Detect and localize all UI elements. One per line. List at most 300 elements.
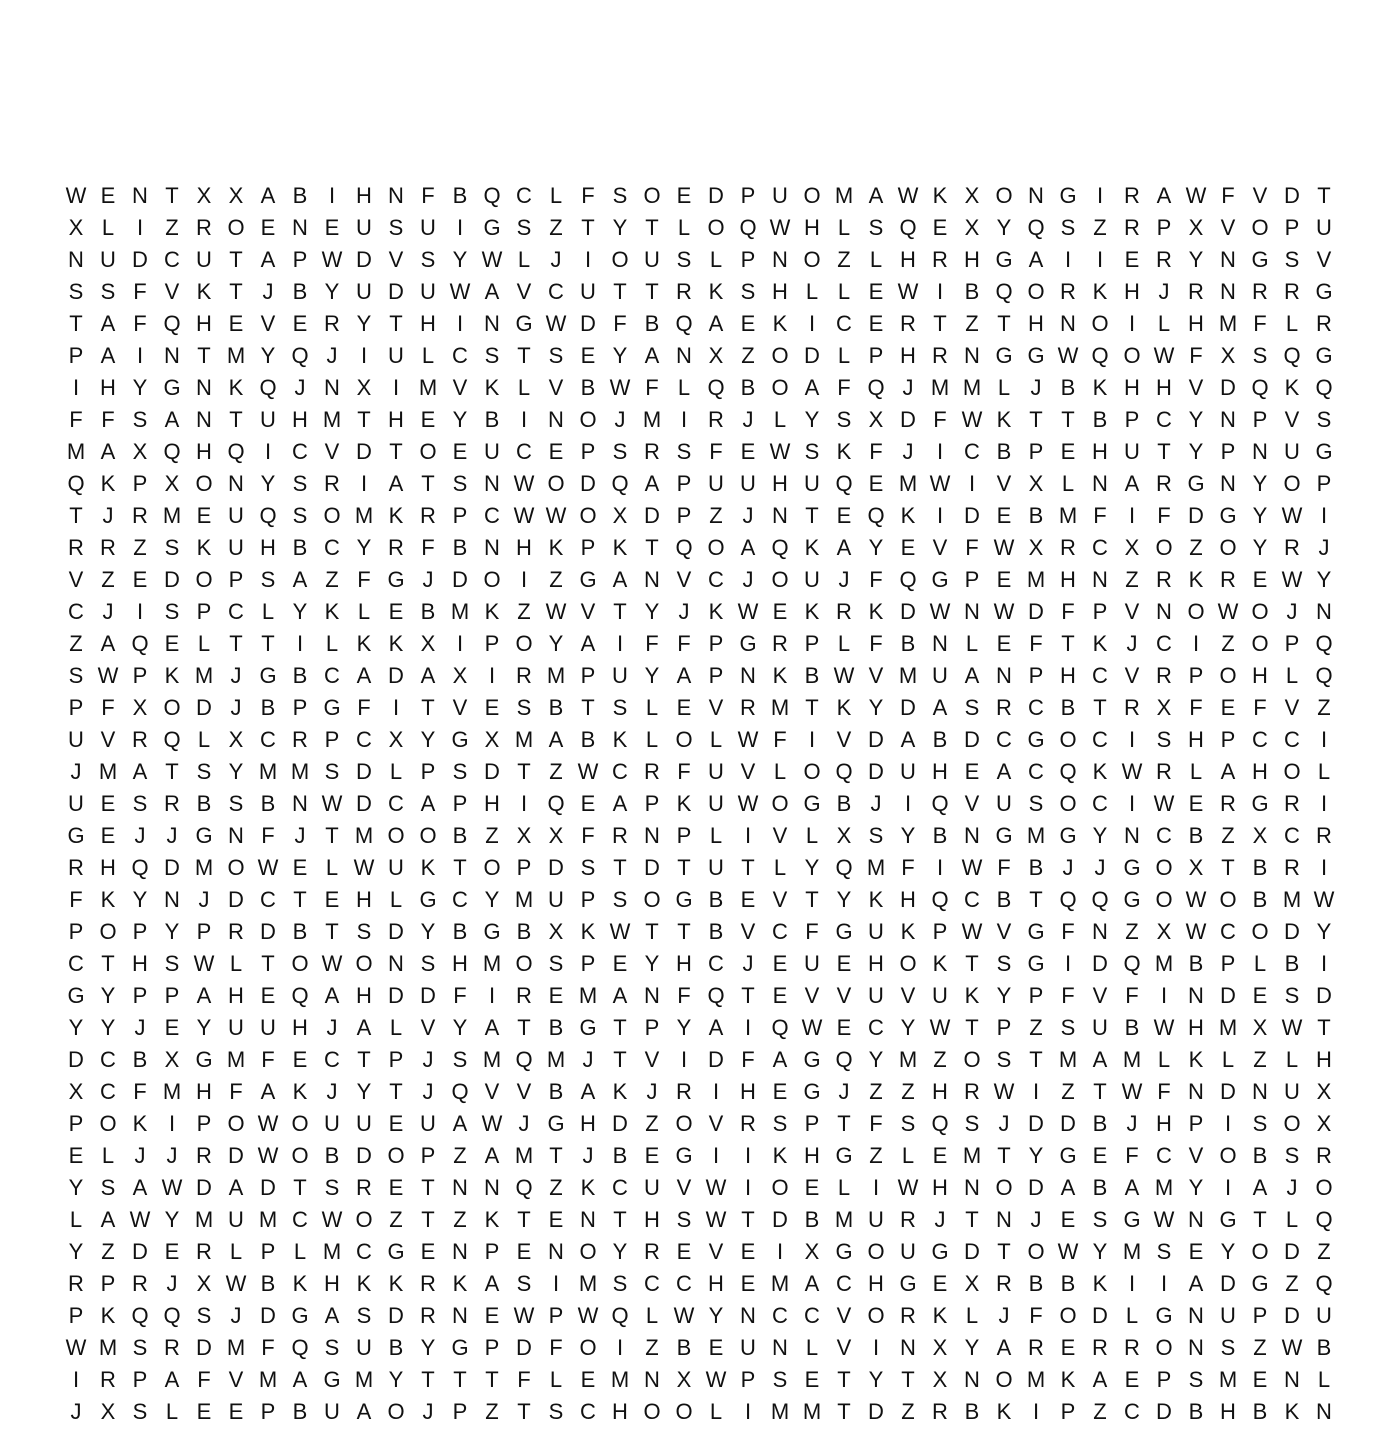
grid-letter[interactable]: G — [995, 247, 1013, 272]
grid-letter[interactable]: D — [356, 791, 372, 816]
grid-letter[interactable]: F — [1221, 183, 1235, 208]
grid-letter[interactable]: K — [196, 279, 212, 304]
grid-letter[interactable]: J — [998, 1111, 1010, 1136]
grid-letter[interactable]: B — [708, 887, 724, 912]
grid-letter[interactable]: O — [227, 215, 245, 240]
grid-letter[interactable]: O — [771, 567, 789, 592]
grid-letter[interactable]: U — [548, 887, 564, 912]
grid-letter[interactable]: J — [902, 375, 914, 400]
grid-letter[interactable]: R — [228, 919, 244, 944]
grid-letter[interactable]: L — [1157, 1047, 1171, 1072]
grid-letter[interactable]: N — [1156, 599, 1172, 624]
grid-letter[interactable]: F — [1061, 599, 1075, 624]
grid-letter[interactable]: H — [1156, 1111, 1172, 1136]
grid-letter[interactable]: S — [164, 535, 180, 560]
grid-letter[interactable]: P — [740, 247, 756, 272]
grid-letter[interactable]: G — [195, 823, 213, 848]
grid-letter[interactable]: S — [452, 471, 468, 496]
grid-letter[interactable]: M — [354, 1367, 374, 1392]
grid-letter[interactable]: P — [484, 1335, 500, 1360]
grid-letter[interactable]: G — [1219, 1207, 1237, 1232]
grid-letter[interactable]: S — [132, 1399, 148, 1424]
grid-letter[interactable]: J — [742, 407, 754, 432]
grid-letter[interactable]: S — [612, 887, 628, 912]
grid-letter[interactable]: A — [1028, 247, 1044, 272]
grid-letter[interactable]: A — [1060, 1175, 1076, 1200]
grid-letter[interactable]: Q — [675, 535, 693, 560]
grid-letter[interactable]: K — [484, 1207, 500, 1232]
grid-letter[interactable]: M — [162, 503, 182, 528]
grid-letter[interactable]: J — [326, 343, 338, 368]
grid-letter[interactable]: Y — [644, 663, 660, 688]
grid-letter[interactable]: M — [898, 471, 918, 496]
grid-letter[interactable]: G — [291, 1303, 309, 1328]
grid-letter[interactable]: C — [260, 727, 276, 752]
grid-letter[interactable]: U — [100, 247, 116, 272]
grid-letter[interactable]: J — [198, 887, 210, 912]
grid-letter[interactable]: K — [836, 695, 852, 720]
grid-letter[interactable]: T — [805, 695, 819, 720]
grid-letter[interactable]: Z — [101, 1239, 115, 1264]
grid-letter[interactable]: M — [1154, 1175, 1174, 1200]
grid-letter[interactable]: W — [961, 855, 983, 880]
grid-letter[interactable]: K — [388, 631, 404, 656]
grid-letter[interactable]: G — [1059, 183, 1077, 208]
grid-letter[interactable]: O — [643, 887, 661, 912]
grid-letter[interactable]: B — [836, 791, 852, 816]
grid-letter[interactable]: M — [770, 1271, 790, 1296]
grid-letter[interactable]: V — [516, 1079, 532, 1104]
grid-letter[interactable]: P — [580, 535, 596, 560]
grid-letter[interactable]: J — [870, 791, 882, 816]
grid-letter[interactable]: S — [68, 663, 84, 688]
grid-letter[interactable]: U — [356, 1335, 372, 1360]
grid-letter[interactable]: B — [292, 183, 308, 208]
grid-letter[interactable]: A — [100, 343, 116, 368]
grid-letter[interactable]: C — [1124, 1399, 1140, 1424]
grid-letter[interactable]: J — [1062, 855, 1074, 880]
grid-letter[interactable]: D — [196, 695, 212, 720]
grid-letter[interactable]: J — [326, 1079, 338, 1104]
grid-letter[interactable]: V — [1188, 375, 1204, 400]
grid-letter[interactable]: D — [388, 279, 404, 304]
grid-letter[interactable]: O — [1251, 599, 1269, 624]
grid-letter[interactable]: O — [707, 215, 725, 240]
grid-letter[interactable]: R — [1188, 279, 1204, 304]
grid-letter[interactable]: F — [421, 535, 435, 560]
grid-letter[interactable]: L — [709, 1399, 723, 1424]
grid-letter[interactable]: Z — [1285, 1271, 1299, 1296]
grid-letter[interactable]: F — [709, 439, 723, 464]
grid-letter[interactable]: P — [132, 919, 148, 944]
grid-letter[interactable]: K — [1284, 1399, 1300, 1424]
grid-letter[interactable]: R — [132, 1271, 148, 1296]
grid-letter[interactable]: Q — [131, 631, 149, 656]
grid-letter[interactable]: R — [996, 695, 1012, 720]
grid-letter[interactable]: U — [1316, 215, 1332, 240]
grid-letter[interactable]: W — [1153, 1207, 1175, 1232]
grid-letter[interactable]: H — [1028, 311, 1044, 336]
grid-letter[interactable]: D — [164, 567, 180, 592]
grid-letter[interactable]: N — [1092, 471, 1108, 496]
grid-letter[interactable]: Y — [868, 695, 884, 720]
grid-letter[interactable]: A — [356, 1015, 372, 1040]
grid-letter[interactable]: E — [676, 1239, 692, 1264]
grid-letter[interactable]: Y — [1092, 1239, 1108, 1264]
grid-letter[interactable]: M — [1026, 567, 1046, 592]
grid-letter[interactable]: I — [936, 279, 944, 304]
grid-letter[interactable]: U — [1316, 1303, 1332, 1328]
grid-letter[interactable]: T — [549, 1143, 563, 1168]
grid-letter[interactable]: A — [772, 1047, 788, 1072]
grid-letter[interactable]: A — [356, 1399, 372, 1424]
grid-letter[interactable]: Y — [1220, 1239, 1236, 1264]
grid-letter[interactable]: H — [420, 311, 436, 336]
grid-letter[interactable]: W — [737, 791, 759, 816]
grid-letter[interactable]: E — [772, 951, 788, 976]
grid-letter[interactable]: Q — [739, 215, 757, 240]
grid-letter[interactable]: G — [1059, 1143, 1077, 1168]
grid-letter[interactable]: Y — [100, 983, 116, 1008]
grid-letter[interactable]: S — [996, 1047, 1012, 1072]
grid-letter[interactable]: R — [1316, 1143, 1332, 1168]
grid-letter[interactable]: Z — [1221, 631, 1235, 656]
grid-letter[interactable]: A — [356, 663, 372, 688]
grid-letter[interactable]: E — [1188, 791, 1204, 816]
grid-letter[interactable]: D — [388, 663, 404, 688]
grid-letter[interactable]: Q — [515, 1175, 533, 1200]
grid-letter[interactable]: Y — [228, 759, 244, 784]
grid-letter[interactable]: Q — [1315, 375, 1333, 400]
grid-letter[interactable]: T — [965, 951, 979, 976]
grid-letter[interactable]: W — [1153, 791, 1175, 816]
grid-letter[interactable]: Z — [1029, 1015, 1043, 1040]
grid-letter[interactable]: D — [900, 695, 916, 720]
grid-letter[interactable]: J — [166, 823, 178, 848]
grid-letter[interactable]: N — [1252, 1079, 1268, 1104]
grid-letter[interactable]: E — [644, 1143, 660, 1168]
grid-letter[interactable]: W — [705, 1175, 727, 1200]
grid-letter[interactable]: W — [929, 471, 951, 496]
grid-letter[interactable]: U — [388, 855, 404, 880]
grid-letter[interactable]: B — [1028, 503, 1044, 528]
grid-letter[interactable]: D — [1028, 599, 1044, 624]
grid-letter[interactable]: D — [644, 855, 660, 880]
grid-letter[interactable]: E — [100, 183, 116, 208]
grid-letter[interactable]: Z — [965, 311, 979, 336]
grid-letter[interactable]: N — [740, 1303, 756, 1328]
grid-letter[interactable]: S — [612, 183, 628, 208]
grid-letter[interactable]: K — [580, 919, 596, 944]
grid-letter[interactable]: M — [962, 375, 982, 400]
grid-letter[interactable]: F — [1125, 983, 1139, 1008]
grid-letter[interactable]: O — [1283, 471, 1301, 496]
grid-letter[interactable]: O — [675, 727, 693, 752]
grid-letter[interactable]: O — [579, 407, 597, 432]
grid-letter[interactable]: A — [1092, 1047, 1108, 1072]
grid-letter[interactable]: P — [676, 503, 692, 528]
grid-letter[interactable]: C — [1028, 759, 1044, 784]
grid-letter[interactable]: D — [900, 407, 916, 432]
grid-letter[interactable]: M — [226, 1047, 246, 1072]
grid-letter[interactable]: Q — [771, 1015, 789, 1040]
grid-letter[interactable]: X — [1316, 1079, 1332, 1104]
grid-letter[interactable]: H — [1188, 727, 1204, 752]
grid-letter[interactable]: J — [838, 1079, 850, 1104]
grid-letter[interactable]: K — [1188, 567, 1204, 592]
grid-letter[interactable]: W — [545, 311, 567, 336]
grid-letter[interactable]: M — [290, 759, 310, 784]
grid-letter[interactable]: C — [516, 439, 532, 464]
grid-letter[interactable]: P — [132, 983, 148, 1008]
grid-letter[interactable]: R — [1284, 791, 1300, 816]
grid-letter[interactable]: Q — [611, 1303, 629, 1328]
grid-letter[interactable]: J — [1158, 279, 1170, 304]
grid-letter[interactable]: Y — [644, 951, 660, 976]
grid-letter[interactable]: A — [804, 375, 820, 400]
grid-letter[interactable]: Y — [292, 599, 308, 624]
grid-letter[interactable]: R — [1316, 823, 1332, 848]
grid-letter[interactable]: G — [931, 567, 949, 592]
grid-letter[interactable]: H — [484, 791, 500, 816]
grid-letter[interactable]: U — [612, 663, 628, 688]
grid-letter[interactable]: H — [1252, 663, 1268, 688]
grid-letter[interactable]: I — [168, 1111, 176, 1136]
grid-letter[interactable]: F — [869, 631, 883, 656]
grid-letter[interactable]: F — [1093, 503, 1107, 528]
grid-letter[interactable]: D — [196, 1175, 212, 1200]
grid-letter[interactable]: T — [421, 471, 435, 496]
grid-letter[interactable]: K — [612, 727, 628, 752]
grid-letter[interactable]: C — [1092, 791, 1108, 816]
grid-letter[interactable]: V — [68, 567, 84, 592]
grid-letter[interactable]: S — [1316, 407, 1332, 432]
grid-letter[interactable]: R — [1316, 311, 1332, 336]
grid-letter[interactable]: B — [1252, 887, 1268, 912]
grid-letter[interactable]: Y — [260, 343, 276, 368]
grid-letter[interactable]: D — [868, 1399, 884, 1424]
grid-letter[interactable]: K — [1284, 375, 1300, 400]
grid-letter[interactable]: R — [676, 279, 692, 304]
grid-letter[interactable]: S — [164, 951, 180, 976]
grid-letter[interactable]: M — [546, 663, 566, 688]
grid-letter[interactable]: H — [132, 951, 148, 976]
grid-letter[interactable]: I — [520, 407, 528, 432]
grid-letter[interactable]: T — [1093, 1079, 1107, 1104]
grid-letter[interactable]: X — [1220, 343, 1236, 368]
grid-letter[interactable]: H — [708, 1271, 724, 1296]
grid-letter[interactable]: R — [1284, 279, 1300, 304]
grid-letter[interactable]: L — [229, 1239, 243, 1264]
grid-letter[interactable]: T — [229, 279, 243, 304]
grid-letter[interactable]: T — [69, 503, 83, 528]
grid-letter[interactable]: N — [1284, 1367, 1300, 1392]
grid-letter[interactable]: M — [98, 759, 118, 784]
grid-letter[interactable]: C — [804, 1303, 820, 1328]
grid-letter[interactable]: V — [740, 919, 756, 944]
grid-letter[interactable]: O — [579, 1335, 597, 1360]
grid-letter[interactable]: Z — [453, 1207, 467, 1232]
grid-letter[interactable]: S — [772, 1367, 788, 1392]
grid-letter[interactable]: R — [708, 407, 724, 432]
grid-letter[interactable]: Q — [707, 375, 725, 400]
grid-letter[interactable]: G — [483, 215, 501, 240]
grid-letter[interactable]: U — [420, 1111, 436, 1136]
grid-letter[interactable]: V — [484, 1079, 500, 1104]
grid-letter[interactable]: B — [932, 727, 948, 752]
grid-letter[interactable]: E — [260, 983, 276, 1008]
grid-letter[interactable]: K — [484, 599, 500, 624]
grid-letter[interactable]: B — [708, 919, 724, 944]
grid-letter[interactable]: E — [932, 215, 948, 240]
grid-letter[interactable]: C — [68, 951, 84, 976]
grid-letter[interactable]: M — [162, 1079, 182, 1104]
grid-letter[interactable]: A — [644, 343, 660, 368]
grid-letter[interactable]: K — [1092, 279, 1108, 304]
grid-letter[interactable]: W — [1185, 919, 1207, 944]
grid-letter[interactable]: C — [1028, 695, 1044, 720]
grid-letter[interactable]: A — [548, 727, 564, 752]
grid-letter[interactable]: L — [1157, 311, 1171, 336]
grid-letter[interactable]: V — [420, 1015, 436, 1040]
grid-letter[interactable]: Y — [420, 727, 436, 752]
grid-letter[interactable]: R — [1124, 1335, 1140, 1360]
grid-letter[interactable]: L — [165, 1399, 179, 1424]
grid-letter[interactable]: W — [97, 663, 119, 688]
grid-letter[interactable]: L — [1189, 759, 1203, 784]
grid-letter[interactable]: Q — [547, 791, 565, 816]
grid-letter[interactable]: K — [772, 663, 788, 688]
grid-letter[interactable]: Z — [485, 823, 499, 848]
grid-letter[interactable]: O — [1027, 279, 1045, 304]
grid-letter[interactable]: O — [483, 567, 501, 592]
grid-letter[interactable]: O — [643, 183, 661, 208]
grid-letter[interactable]: R — [196, 215, 212, 240]
grid-letter[interactable]: P — [1220, 951, 1236, 976]
grid-letter[interactable]: V — [1252, 183, 1268, 208]
grid-letter[interactable]: P — [132, 1367, 148, 1392]
grid-letter[interactable]: N — [484, 535, 500, 560]
grid-letter[interactable]: P — [644, 791, 660, 816]
grid-letter[interactable]: T — [613, 855, 627, 880]
grid-letter[interactable]: N — [932, 631, 948, 656]
grid-letter[interactable]: E — [452, 439, 468, 464]
grid-letter[interactable]: H — [324, 1271, 340, 1296]
grid-letter[interactable]: R — [932, 1399, 948, 1424]
grid-letter[interactable]: I — [936, 439, 944, 464]
grid-letter[interactable]: O — [1155, 855, 1173, 880]
grid-letter[interactable]: E — [292, 311, 308, 336]
grid-letter[interactable]: R — [900, 1303, 916, 1328]
grid-letter[interactable]: R — [324, 471, 340, 496]
grid-letter[interactable]: I — [712, 1143, 720, 1168]
grid-letter[interactable]: D — [388, 919, 404, 944]
grid-letter[interactable]: S — [676, 439, 692, 464]
grid-letter[interactable]: Q — [835, 855, 853, 880]
grid-letter[interactable]: A — [164, 1367, 180, 1392]
grid-letter[interactable]: W — [769, 215, 791, 240]
grid-letter[interactable]: Z — [1317, 1239, 1331, 1264]
grid-letter[interactable]: M — [258, 1207, 278, 1232]
grid-letter[interactable]: N — [964, 599, 980, 624]
grid-letter[interactable]: Q — [1059, 887, 1077, 912]
grid-letter[interactable]: S — [612, 695, 628, 720]
grid-letter[interactable]: P — [452, 503, 468, 528]
grid-letter[interactable]: Z — [101, 567, 115, 592]
grid-letter[interactable]: E — [772, 1079, 788, 1104]
grid-letter[interactable]: M — [770, 695, 790, 720]
grid-letter[interactable]: K — [1188, 1047, 1204, 1072]
grid-letter[interactable]: H — [1124, 375, 1140, 400]
grid-letter[interactable]: S — [292, 471, 308, 496]
grid-letter[interactable]: J — [134, 823, 146, 848]
grid-letter[interactable]: P — [164, 983, 180, 1008]
grid-letter[interactable]: T — [421, 695, 435, 720]
grid-letter[interactable]: J — [262, 279, 274, 304]
grid-letter[interactable]: H — [516, 535, 532, 560]
grid-letter[interactable]: P — [1220, 439, 1236, 464]
grid-letter[interactable]: L — [197, 631, 211, 656]
grid-letter[interactable]: E — [164, 1015, 180, 1040]
grid-letter[interactable]: N — [68, 247, 84, 272]
grid-letter[interactable]: N — [292, 215, 308, 240]
grid-letter[interactable]: A — [132, 1175, 148, 1200]
grid-letter[interactable]: I — [552, 1271, 560, 1296]
grid-letter[interactable]: O — [995, 183, 1013, 208]
grid-letter[interactable]: Z — [1093, 215, 1107, 240]
grid-letter[interactable]: Y — [612, 343, 628, 368]
grid-letter[interactable]: O — [1155, 887, 1173, 912]
grid-letter[interactable]: N — [1092, 567, 1108, 592]
grid-letter[interactable]: N — [452, 1303, 468, 1328]
grid-letter[interactable]: H — [740, 1079, 756, 1104]
grid-letter[interactable]: A — [1220, 759, 1236, 784]
grid-letter[interactable]: B — [516, 919, 532, 944]
grid-letter[interactable]: Y — [132, 375, 148, 400]
grid-letter[interactable]: Y — [676, 1015, 692, 1040]
grid-letter[interactable]: F — [1189, 343, 1203, 368]
grid-letter[interactable]: P — [1060, 1399, 1076, 1424]
grid-letter[interactable]: H — [356, 183, 372, 208]
grid-letter[interactable]: T — [293, 1175, 307, 1200]
grid-letter[interactable]: E — [996, 631, 1012, 656]
grid-letter[interactable]: L — [1285, 1207, 1299, 1232]
grid-letter[interactable]: T — [165, 183, 179, 208]
grid-letter[interactable]: F — [1189, 695, 1203, 720]
grid-letter[interactable]: Y — [484, 887, 500, 912]
grid-letter[interactable]: O — [323, 503, 341, 528]
grid-letter[interactable]: Z — [869, 1143, 883, 1168]
grid-letter[interactable]: J — [582, 1047, 594, 1072]
grid-letter[interactable]: L — [549, 1367, 563, 1392]
grid-letter[interactable]: D — [260, 1175, 276, 1200]
grid-letter[interactable]: X — [228, 727, 244, 752]
grid-letter[interactable]: U — [580, 279, 596, 304]
grid-letter[interactable]: P — [580, 887, 596, 912]
grid-letter[interactable]: L — [325, 631, 339, 656]
grid-letter[interactable]: A — [1252, 1175, 1268, 1200]
grid-letter[interactable]: D — [68, 1047, 84, 1072]
grid-letter[interactable]: F — [69, 887, 83, 912]
grid-letter[interactable]: Z — [1253, 1047, 1267, 1072]
grid-letter[interactable]: B — [644, 311, 660, 336]
grid-letter[interactable]: H — [676, 951, 692, 976]
grid-letter[interactable]: E — [804, 1367, 820, 1392]
grid-letter[interactable]: K — [900, 503, 916, 528]
grid-letter[interactable]: F — [869, 439, 883, 464]
grid-letter[interactable]: W — [737, 599, 759, 624]
grid-letter[interactable]: T — [613, 279, 627, 304]
